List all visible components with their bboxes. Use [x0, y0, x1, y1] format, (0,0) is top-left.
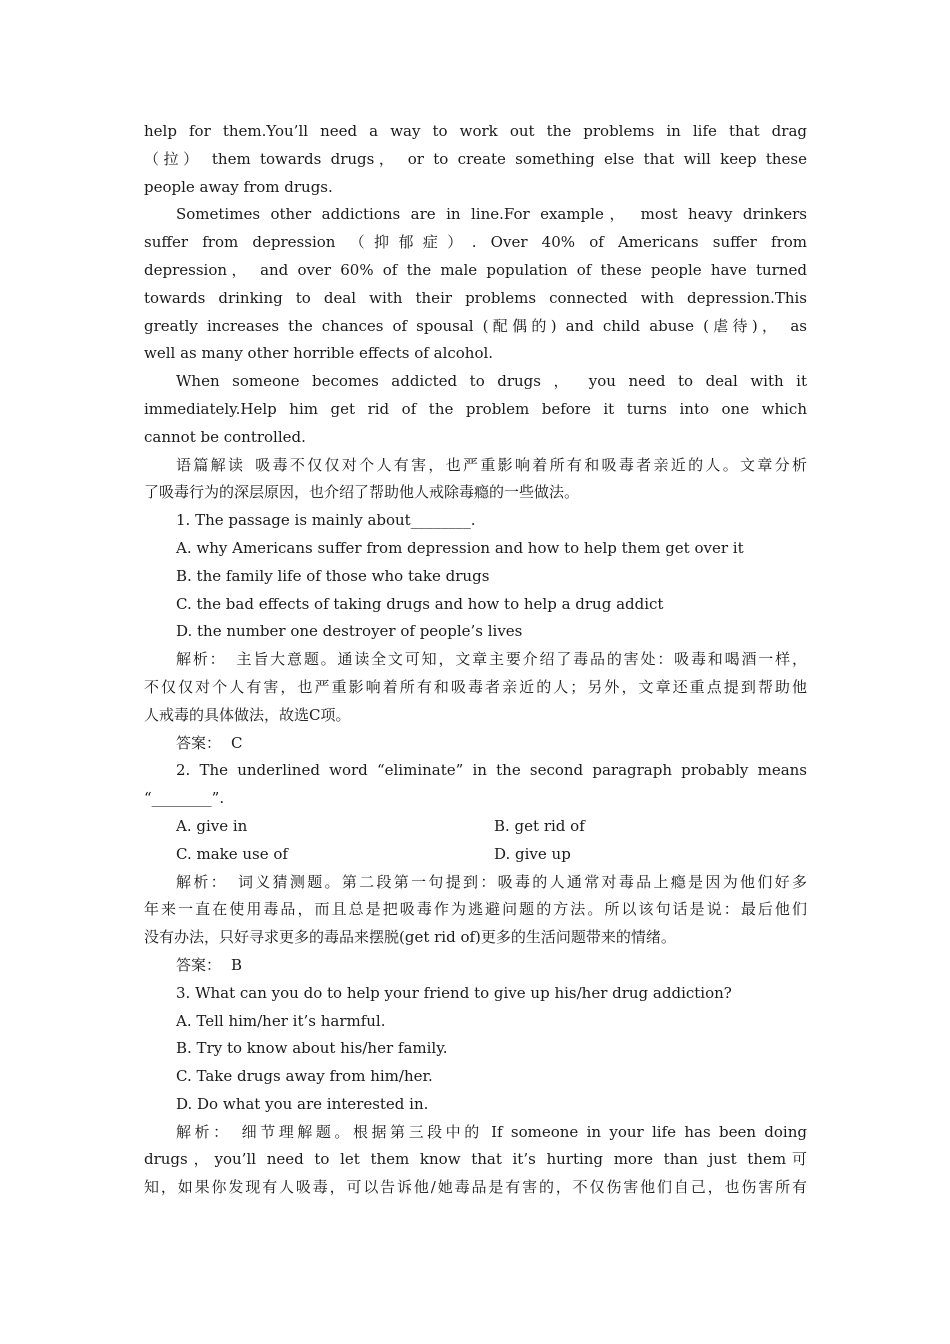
question-1: [144, 507, 807, 757]
question-stem: 3. What can you do to help your friend to give up his/her drug addiction?: [176, 983, 732, 1002]
passage-paragraph-1: [144, 118, 807, 201]
answer-label: 答案：: [176, 733, 222, 752]
analysis-line: [144, 646, 807, 674]
analysis-line: [144, 1119, 807, 1147]
option-a: A. Tell him/her it’s harmful.: [176, 1011, 386, 1030]
analysis-line: drugs，you’ll need to let them know that it’s hurting more than just them可: [144, 1150, 807, 1169]
option-c: C. make use of: [176, 844, 288, 863]
analysis-text: 细节理解题。根据第三段中的 If someone in your life has been doing: [241, 1122, 807, 1141]
option-a: A. why Americans suffer from depression and how to help them get over it: [176, 538, 744, 557]
passage-paragraph-3: [144, 368, 807, 451]
question-stem: “________”.: [144, 789, 225, 808]
analysis-line: 没有办法，只好寻求更多的毒品来摆脱(get rid of)更多的生活问题带来的情绪。: [144, 928, 676, 947]
analysis-label: 解析：: [176, 650, 227, 669]
summary-text: 吸毒不仅仅对个人有害，也严重影响着所有和吸毒者亲近的人。文章分析: [255, 455, 807, 474]
answer-value: C: [231, 733, 243, 752]
option-b: B. Try to know about his/her family.: [176, 1039, 448, 1058]
analysis-text: 主旨大意题。通读全文可知，文章主要介绍了毒品的害处：吸毒和喝酒一样，: [236, 650, 807, 669]
text-line: greatly increases the chances of spousal (配偶的) and child abuse (虐待)， as: [144, 316, 807, 335]
text-line: 了吸毒行为的深层原因，也介绍了帮助他人戒除毒瘾的一些做法。: [144, 483, 580, 502]
option-b: B. get rid of: [494, 816, 585, 835]
option-b: B. the family life of those who take drugs: [176, 566, 490, 585]
text-line: When someone becomes addicted to drugs ， you need to deal with it: [176, 372, 807, 391]
analysis-label: 解析：: [176, 1122, 232, 1141]
option-c: C. the bad effects of taking drugs and how to help a drug addict: [176, 594, 664, 613]
text-line: immediately.Help him get rid of the problem before it turns into one which: [144, 399, 807, 418]
option-d: D. the number one destroyer of people’s lives: [176, 622, 523, 641]
option-row: [144, 841, 807, 869]
text-line: （拉） them towards drugs， or to create something else that will keep these: [144, 149, 807, 168]
text-line: well as many other horrible effects of alcohol.: [144, 344, 494, 363]
text-line: people away from drugs.: [144, 177, 333, 196]
option-a: A. give in: [176, 816, 248, 835]
text-line: depression， and over 60% of the male population of these people have turned: [144, 260, 807, 279]
text-line: suffer from depression （抑郁症）. Over 40% of Americans suffer from: [144, 233, 807, 252]
question-stem: 1. The passage is mainly about________.: [176, 511, 476, 530]
answer-label: 答案：: [176, 955, 222, 974]
option-row: [144, 813, 807, 841]
analysis-line: 人戒毒的具体做法，故选C项。: [144, 705, 351, 724]
analysis-text: 词义猜测题。第二段第一句提到：吸毒的人通常对毒品上瘾是因为他们好多: [237, 872, 807, 891]
option-c: C. Take drugs away from him/her.: [176, 1067, 433, 1086]
summary-label: 语篇解读: [176, 455, 246, 474]
analysis-line: 不仅仅对个人有害，也严重影响着所有和吸毒者亲近的人；另外，文章还重点提到帮助他: [144, 677, 807, 696]
text-line: Sometimes other addictions are in line.For example， most heavy drinkers: [176, 205, 807, 224]
text-line: help for them.You’ll need a way to work out the problems in life that drag: [144, 122, 807, 140]
analysis-label: 解析：: [176, 872, 228, 891]
answer-line: [144, 952, 807, 980]
analysis-line: [144, 869, 807, 897]
option-d: D. give up: [494, 844, 571, 863]
text-line: towards drinking to deal with their problems connected with depression.This: [144, 288, 807, 307]
passage-summary: [144, 452, 807, 508]
option-d: D. Do what you are interested in.: [176, 1094, 429, 1113]
answer-value: B: [231, 955, 243, 974]
passage-paragraph-2: [144, 201, 807, 368]
question-3: [144, 980, 807, 1202]
analysis-line: 知，如果你发现有人吸毒，可以告诉他/她毒品是有害的，不仅伤害他们自己，也伤害所有: [144, 1178, 807, 1197]
document-page: [144, 118, 807, 1202]
text-line: [144, 452, 807, 480]
question-2: [144, 757, 807, 979]
text-line: cannot be controlled.: [144, 427, 306, 446]
question-stem: 2. The underlined word “eliminate” in the second paragraph probably means: [176, 761, 807, 780]
answer-line: [144, 730, 807, 758]
analysis-line: 年来一直在使用毒品，而且总是把吸毒作为逃避问题的方法。所以该句话是说：最后他们: [144, 900, 807, 919]
